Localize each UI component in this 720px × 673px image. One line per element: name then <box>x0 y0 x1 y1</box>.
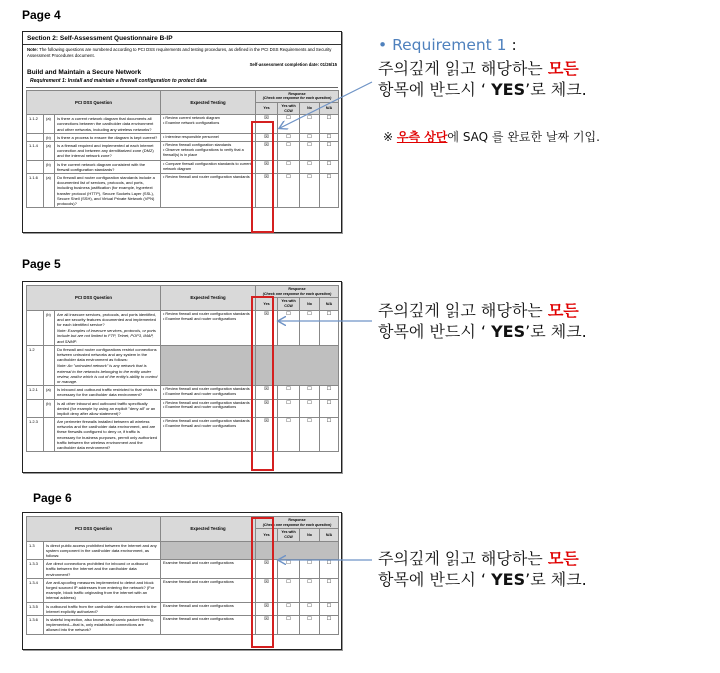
expected-testing-item: • Review firewall configuration standards <box>163 143 232 148</box>
question-note: Note: An "untrusted network" is any network that is external to the networks belonging to the entity under review, and/or which is out of the entity's ability to control or manage. <box>57 363 158 384</box>
date-instruction-note: ※ 우측 상단에 SAQ 를 완료한 날짜 기입. <box>383 130 600 144</box>
empty-box-icon[interactable]: ☐ <box>326 602 332 609</box>
question-text: Is stateful inspection, also known as dynamic packet filtering, implemented—that is, only established connections are allowed into the network? <box>44 615 161 634</box>
empty-box-icon[interactable]: ☐ <box>326 560 332 567</box>
response-header: Response (Check one response for each question) <box>256 517 339 529</box>
response-header: Response (Check one response for each question) <box>256 286 339 298</box>
page-4-label: Page 4 <box>22 8 61 22</box>
empty-box-icon[interactable]: ☐ <box>326 578 332 585</box>
empty-box-icon[interactable]: ☐ <box>286 560 291 567</box>
question-note: Note: Examples of insecure services, protocols, or ports include but are not limited to FTP, Telnet, POP3, IMAP, and SNMP. <box>57 328 156 344</box>
testing-header: Expected Testing <box>161 90 256 115</box>
question-text: Is direct public access prohibited between the Internet and any system component in the cardholder data environment, as follows: <box>44 541 161 560</box>
checked-box-icon[interactable]: ☒ <box>264 142 269 149</box>
empty-box-icon[interactable]: ☐ <box>307 399 312 406</box>
empty-box-icon[interactable]: ☐ <box>307 142 312 149</box>
checked-box-icon[interactable]: ☒ <box>264 115 269 122</box>
question-number: 1.3.5 <box>27 602 44 615</box>
question-number: 1.2.3 <box>27 418 44 452</box>
question-sub-label: (a) <box>44 173 55 207</box>
empty-box-icon[interactable]: ☐ <box>307 115 312 122</box>
expected-testing-item: • Examine firewall and router configurations <box>163 405 237 410</box>
empty-box-icon[interactable]: ☐ <box>286 578 291 585</box>
question-text: Is the current network diagram consistent with the firewall configuration standards? <box>55 160 161 173</box>
empty-box-icon[interactable]: ☐ <box>326 160 332 167</box>
checked-box-icon[interactable]: ☒ <box>264 399 269 406</box>
empty-box-icon[interactable]: ☐ <box>286 615 291 622</box>
expected-testing-item: • Examine firewall and router configurations <box>163 392 237 397</box>
question-text: Do firewall and router configuration standards include a documented list of services, protocols, and ports, including business justification (for example, hypertext transfer protocol (HTTP), Secure Sockets Layer (SSL), Secure Shell (SSH), and Virtual Private Network (VPN) protocols)? <box>55 173 161 207</box>
expected-testing-item: • Examine firewall and router configurations <box>163 423 237 428</box>
question-sub-label: (b) <box>44 399 55 418</box>
yes-header: Yes <box>256 102 278 114</box>
question-number: 1.2 <box>27 345 44 385</box>
na-header: N/A <box>320 529 339 541</box>
empty-box-icon[interactable]: ☐ <box>307 310 312 317</box>
question-text: Are direct connections prohibited for inbound or outbound traffic between the Internet and the cardholder data environment? <box>44 560 161 579</box>
empty-box-icon[interactable]: ☐ <box>307 133 312 140</box>
expected-testing-item: • Examine firewall and router configurations <box>163 316 237 321</box>
no-header: No <box>300 298 320 310</box>
empty-box-icon[interactable]: ☐ <box>307 615 312 622</box>
yes-header: Yes <box>256 529 278 541</box>
empty-box-icon[interactable]: ☐ <box>286 310 291 317</box>
expected-testing-item: • Examine network configurations <box>163 121 220 126</box>
expected-testing-item: • Compare firewall configuration standards to current network diagram <box>163 161 252 171</box>
empty-box-icon[interactable]: ☐ <box>307 173 312 180</box>
question-text: Is inbound and outbound traffic restricted to that which is necessary for the cardholder data environment? <box>55 386 161 399</box>
requirement-line: Requirement 1: Install and maintain a firewall configuration to protect data <box>26 77 338 88</box>
question-text: Are perimeter firewalls installed between all wireless networks and the cardholder data environment, and are these firewalls configured to deny or, if traffic is necessary for business purposes, permit only authorized traffic between the wireless environment and the cardholder data environment? <box>55 418 161 452</box>
yes-ccw-header: Yes with CCW <box>278 298 300 310</box>
question-number: 1.1.2 <box>27 115 44 134</box>
question-text: Is a firewall required and implemented at each Internet connection and between any demilitarized zone (DMZ) and the internal network zone? <box>55 142 161 161</box>
na-header: N/A <box>320 102 339 114</box>
expected-testing-item: • Review firewall and router configuration standards <box>163 174 250 179</box>
na-header: N/A <box>320 298 339 310</box>
checked-box-icon[interactable]: ☒ <box>264 560 269 567</box>
requirement-bullet: • Requirement 1 : <box>378 36 517 54</box>
expected-testing: Examine firewall and router configurations <box>161 602 256 615</box>
question-sub-label: (a) <box>44 142 55 161</box>
empty-box-icon[interactable]: ☐ <box>307 560 312 567</box>
empty-box-icon[interactable]: ☐ <box>286 173 291 180</box>
checked-box-icon[interactable]: ☒ <box>264 578 269 585</box>
empty-box-icon[interactable]: ☐ <box>286 115 291 122</box>
checked-box-icon[interactable]: ☒ <box>264 386 269 393</box>
response-header: Response (Check one response for each question) <box>256 90 339 102</box>
empty-box-icon[interactable]: ☐ <box>326 399 332 406</box>
checked-box-icon[interactable]: ☒ <box>264 133 269 140</box>
instruction-callout-1: 주의깊게 읽고 해당하는 모든 항목에 반드시 ‘ YES’로 체크. <box>378 59 587 100</box>
question-text: Is there a process to ensure the diagram is kept current? <box>55 133 161 141</box>
no-header: No <box>300 529 320 541</box>
checked-box-icon[interactable]: ☒ <box>264 160 269 167</box>
empty-box-icon[interactable]: ☐ <box>307 578 312 585</box>
question-number: 1.1.4 <box>27 142 44 161</box>
empty-box-icon[interactable]: ☐ <box>326 133 332 140</box>
empty-box-icon[interactable]: ☐ <box>326 173 332 180</box>
question-sub-label: (a) <box>44 115 55 134</box>
instruction-callout-2: 주의깊게 읽고 해당하는 모든 항목에 반드시 ‘ YES’로 체크. <box>378 301 587 342</box>
checked-box-icon[interactable]: ☒ <box>264 602 269 609</box>
question-text: Do firewall and router configurations restrict connections between untrusted networks and any system in the cardholder data environment as follows: Note: An "untrusted network" is any network that is external to the networks belonging to the entity under review, and/or which is out of the entity's ability to control or manage. <box>55 345 161 385</box>
testing-header: Expected Testing <box>161 517 256 542</box>
question-sub-label: (b) <box>44 133 55 141</box>
question-sub-label: (a) <box>44 386 55 399</box>
expected-testing-item: • Interview responsible personnel <box>163 134 219 139</box>
empty-box-icon[interactable]: ☐ <box>326 310 332 317</box>
completion-date: Self-assessment completion date: 01/26/15 <box>249 61 337 67</box>
question-text: Is all other inbound and outbound traffic specifically denied (for example by using an explicit "deny all" or an implicit deny after allow statement)? <box>55 399 161 418</box>
question-header: PCI DSS Question <box>27 517 161 542</box>
empty-box-icon[interactable]: ☐ <box>307 160 312 167</box>
empty-box-icon[interactable]: ☐ <box>326 386 332 393</box>
yes-ccw-header: Yes with CCW <box>278 529 300 541</box>
question-text: Is outbound traffic from the cardholder data environment to the Internet explicitly authorized? <box>44 602 161 615</box>
expected-testing-item: • Review firewall and router configuration standards <box>163 400 250 405</box>
empty-box-icon[interactable]: ☐ <box>286 399 291 406</box>
expected-testing: Examine firewall and router configurations <box>161 578 256 602</box>
question-header: PCI DSS Question <box>27 286 161 311</box>
question-number: 1.3 <box>27 541 44 560</box>
yes-ccw-header: Yes with CCW <box>278 102 300 114</box>
question-text: Are all insecure services, protocols, and ports identified, and are security features documented and implemented for each identified service? Note: Examples of insecure services, protocols, or ports include but are not limited to FTP, Telnet, POP3, IMAP, and SNMP. <box>55 310 161 345</box>
question-sub-label: (b) <box>44 160 55 173</box>
checked-box-icon[interactable]: ☒ <box>264 418 269 425</box>
question-header: PCI DSS Question <box>27 90 161 115</box>
checked-box-icon[interactable]: ☒ <box>264 173 269 180</box>
empty-box-icon[interactable]: ☐ <box>286 418 291 425</box>
question-number: 1.3.6 <box>27 615 44 634</box>
question-text: Is there a current network diagram that documents all connections between the cardholder data environment and other networks, including any wireless networks? <box>55 115 161 134</box>
expected-testing-item: • Observe network configurations to verify that a firewall(s) is in place <box>163 147 244 157</box>
section-title: Section 2: Self-Assessment Questionnaire B-IP <box>23 32 341 45</box>
yes-header: Yes <box>256 298 278 310</box>
question-sub-label: (b) <box>44 310 55 345</box>
page-5-label: Page 5 <box>22 257 61 271</box>
expected-testing: Examine firewall and router configurations <box>161 560 256 579</box>
question-number: 1.2.1 <box>27 386 44 399</box>
page-6-label: Page 6 <box>33 491 72 505</box>
note-text: Note: The following questions are numbered according to PCI DSS requirements and testing procedures, as defined in the PCI DSS Requirements and Security Assessment Procedures document. <box>27 47 332 58</box>
empty-box-icon[interactable]: ☐ <box>286 133 291 140</box>
question-number: 1.1.6 <box>27 173 44 207</box>
expected-testing-item: • Review current network diagram <box>163 116 220 121</box>
empty-box-icon[interactable]: ☐ <box>326 115 332 122</box>
instruction-callout-3: 주의깊게 읽고 해당하는 모든 항목에 반드시 ‘ YES’로 체크. <box>378 549 587 590</box>
testing-header: Expected Testing <box>161 286 256 311</box>
question-text: Are anti-spoofing measures implemented to detect and block forged sourced IP addresses from entering the network? (For example, block traffic originating from the internet with an internal address) <box>44 578 161 602</box>
empty-box-icon[interactable]: ☐ <box>326 418 332 425</box>
empty-box-icon[interactable]: ☐ <box>286 160 291 167</box>
empty-box-icon[interactable]: ☐ <box>326 615 332 622</box>
empty-box-icon[interactable]: ☐ <box>286 602 291 609</box>
expected-testing-item: • Review firewall and router configuration standards <box>163 419 250 424</box>
empty-box-icon[interactable]: ☐ <box>307 418 312 425</box>
question-number: 1.3.4 <box>27 578 44 602</box>
question-number: 1.3.3 <box>27 560 44 579</box>
expected-testing-item: • Review firewall and router configuration standards <box>163 311 250 316</box>
empty-box-icon[interactable]: ☐ <box>307 602 312 609</box>
section-heading: Build and Maintain a Secure Network <box>27 68 142 76</box>
empty-box-icon[interactable]: ☐ <box>326 142 332 149</box>
checked-box-icon[interactable]: ☒ <box>264 310 269 317</box>
empty-box-icon[interactable]: ☐ <box>286 142 291 149</box>
empty-box-icon[interactable]: ☐ <box>286 386 291 393</box>
expected-testing-item: • Review firewall and router configuration standards <box>163 387 250 392</box>
expected-testing: Examine firewall and router configurations <box>161 615 256 634</box>
arrow-to-page-4 <box>280 82 372 128</box>
checked-box-icon[interactable]: ☒ <box>264 615 269 622</box>
no-header: No <box>300 102 320 114</box>
empty-box-icon[interactable]: ☐ <box>307 386 312 393</box>
